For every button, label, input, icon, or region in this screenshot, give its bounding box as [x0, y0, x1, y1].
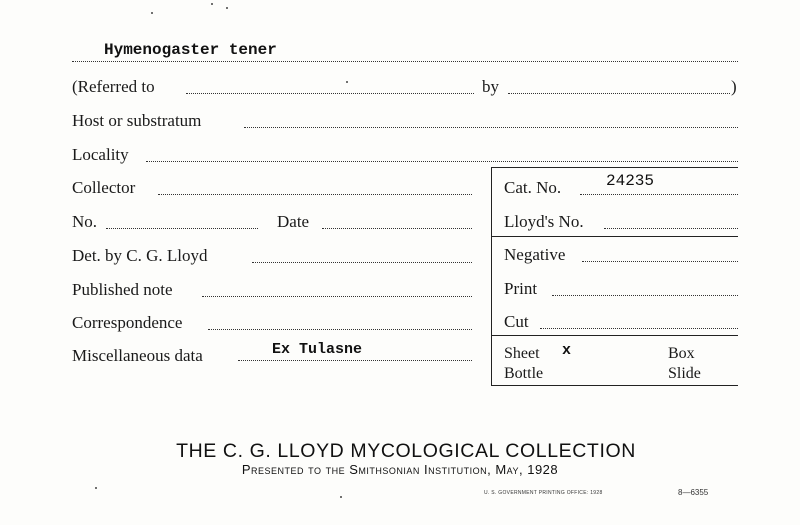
- date-label: Date: [277, 212, 310, 231]
- published-label: Published note: [72, 280, 173, 299]
- scan-speck: [226, 7, 228, 9]
- scan-speck: [151, 12, 153, 14]
- misc-value: Ex Tulasne: [272, 341, 363, 358]
- scan-speck: [346, 81, 348, 83]
- cut-line: [540, 328, 738, 329]
- scan-speck: [211, 3, 213, 5]
- collector-line: [158, 194, 472, 195]
- by-label: by: [482, 77, 499, 96]
- published-line: [202, 296, 472, 297]
- collector-label: Collector: [72, 178, 136, 197]
- print-label: Print: [504, 279, 538, 298]
- cat-no-line: [580, 194, 738, 195]
- correspondence-label: Correspondence: [72, 313, 183, 332]
- misc-line: [238, 360, 472, 361]
- det-label: Det. by C. G. Lloyd: [72, 246, 208, 265]
- scan-speck: [340, 496, 342, 498]
- cat-no-label: Cat. No.: [504, 178, 562, 197]
- referred-to-line: [186, 93, 474, 94]
- sheet-mark: x: [562, 342, 572, 359]
- lloyds-no-line: [604, 228, 738, 229]
- by-line: [508, 93, 730, 94]
- sheet-label: Sheet: [504, 345, 540, 362]
- host-line: [244, 127, 738, 128]
- catalog-box-left-border: [491, 167, 492, 385]
- no-label: No.: [72, 212, 98, 231]
- date-line: [322, 228, 472, 229]
- box-label: Box: [668, 345, 695, 362]
- scan-speck: [95, 487, 97, 489]
- catalog-box-top-border: [491, 167, 738, 168]
- referred-to-label: (Referred to: [72, 77, 155, 96]
- no-line: [106, 228, 258, 229]
- lloyds-no-label: Lloyd's No.: [504, 212, 584, 231]
- cut-label: Cut: [504, 312, 529, 331]
- locality-line: [146, 161, 738, 162]
- bottle-label: Bottle: [504, 365, 544, 382]
- printing-office-note: U. S. GOVERNMENT PRINTING OFFICE: 1928: [484, 490, 603, 496]
- specimen-name-line: [72, 61, 738, 62]
- collection-subtitle: Presented to the Smithsonian Institution, May, 1928: [241, 462, 559, 477]
- host-label: Host or substratum: [72, 111, 202, 130]
- close-paren: ): [731, 77, 737, 96]
- negative-line: [582, 261, 738, 262]
- misc-label: Miscellaneous data: [72, 346, 203, 365]
- correspondence-line: [208, 329, 472, 330]
- catalog-box-divider-top: [491, 236, 738, 237]
- slide-label: Slide: [668, 365, 701, 382]
- cat-no-value: 24235: [606, 172, 655, 190]
- locality-label: Locality: [72, 145, 129, 164]
- collection-title: THE C. G. LLOYD MYCOLOGICAL COLLECTION: [176, 440, 636, 462]
- negative-label: Negative: [504, 245, 566, 264]
- det-line: [252, 262, 472, 263]
- print-line: [552, 295, 738, 296]
- catalog-box-bottom-border: [491, 385, 738, 386]
- specimen-name: Hymenogaster tener: [104, 41, 277, 59]
- form-number: 8—6355: [678, 488, 709, 497]
- catalog-box-divider-bottom: [491, 335, 738, 336]
